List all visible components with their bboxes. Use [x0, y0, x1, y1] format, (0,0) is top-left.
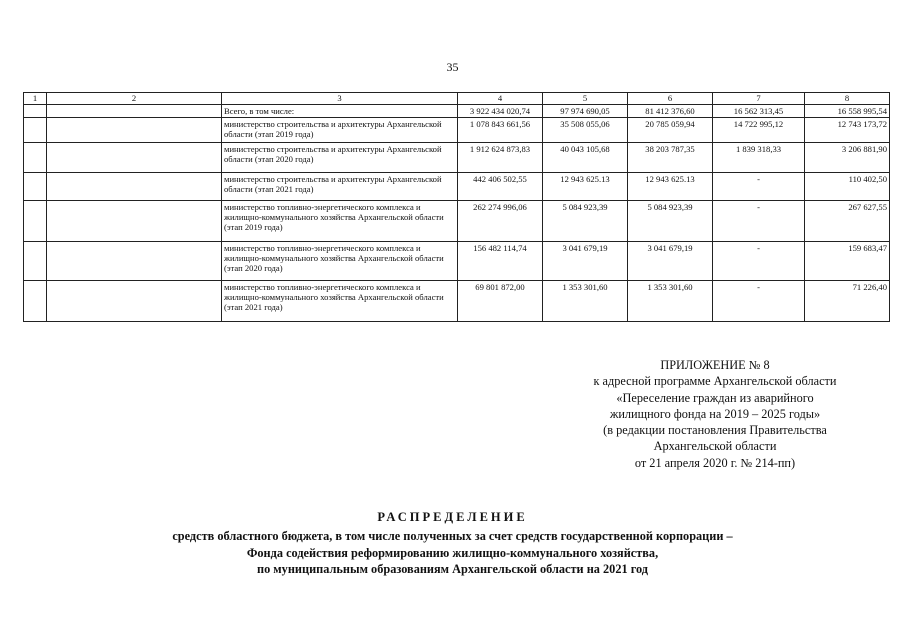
appendix-line: Архангельской области	[653, 439, 777, 454]
distribution-line: средств областного бюджета, в том числе полученных за счет средств государственной корпорации –	[172, 529, 733, 543]
column-header: 1	[24, 93, 47, 105]
value-cell: 3 041 679,19	[543, 242, 628, 281]
value-cell: -	[713, 281, 805, 322]
table-row	[24, 173, 890, 201]
value-cell: 3 041 679,19	[628, 242, 713, 281]
column-header: 8	[805, 93, 890, 105]
row-name-cell: Всего, в том числе:	[222, 105, 458, 118]
appendix-title: ПРИЛОЖЕНИЕ № 8	[660, 358, 770, 372]
row-name-cell: министерство топливно-энергетического комплекса и жилищно-коммунального хозяйства Архангельской области (этап 2020 года)	[222, 242, 458, 281]
value-cell: -	[713, 242, 805, 281]
value-cell: 14 722 995,12	[713, 118, 805, 143]
appendix-line: от 21 апреля 2020 г. № 214-пп)	[634, 455, 796, 470]
value-cell: 1 839 318,33	[713, 143, 805, 173]
value-cell: -	[713, 173, 805, 201]
budget-table	[23, 92, 890, 322]
value-cell: 97 974 690,05	[543, 105, 628, 118]
value-cell: 35 508 055,06	[543, 118, 628, 143]
value-cell: 1 078 843 661,56	[458, 118, 543, 143]
table-cell	[24, 105, 47, 118]
value-cell: 16 558 995,54	[805, 105, 890, 118]
row-name-cell: министерство строительства и архитектуры Архангельской области (этап 2021 года)	[222, 173, 458, 201]
value-cell: 16 562 313,45	[713, 105, 805, 118]
table-cell	[24, 143, 47, 173]
value-cell: 1 912 624 873,83	[458, 143, 543, 173]
distribution-subtitle	[0, 528, 905, 578]
appendix-line: жилищного фонда на 2019 – 2025 годы»	[609, 406, 821, 421]
value-cell: 262 274 996,06	[458, 201, 543, 242]
table-cell	[24, 242, 47, 281]
column-header: 6	[628, 93, 713, 105]
value-cell: 1 353 301,60	[543, 281, 628, 322]
row-name-cell: министерство топливно-энергетического комплекса и жилищно-коммунального хозяйства Архангельской области (этап 2021 года)	[222, 281, 458, 322]
table-cell	[47, 281, 222, 322]
row-name-cell: министерство строительства и архитектуры Архангельской области (этап 2019 года)	[222, 118, 458, 143]
value-cell: 442 406 502,55	[458, 173, 543, 201]
value-cell: 71 226,40	[805, 281, 890, 322]
appendix-line: к адресной программе Архангельской области	[593, 374, 837, 389]
value-cell: 20 785 059,94	[628, 118, 713, 143]
column-header: 7	[713, 93, 805, 105]
table-cell	[47, 105, 222, 118]
value-cell: 40 043 105,68	[543, 143, 628, 173]
value-cell: 110 402,50	[805, 173, 890, 201]
table-row	[24, 143, 890, 173]
value-cell: 12 943 625.13	[543, 173, 628, 201]
value-cell: 1 353 301,60	[628, 281, 713, 322]
appendix-line: (в редакции постановления Правительства	[603, 423, 827, 438]
table-row-total	[24, 105, 890, 118]
row-name-cell: министерство топливно-энергетического комплекса и жилищно-коммунального хозяйства Архангельской области (этап 2019 года)	[222, 201, 458, 242]
table-row	[24, 201, 890, 242]
table-row	[24, 281, 890, 322]
column-header: 3	[222, 93, 458, 105]
value-cell: 159 683,47	[805, 242, 890, 281]
table-cell	[47, 173, 222, 201]
appendix-header	[540, 357, 890, 471]
value-cell: 38 203 787,35	[628, 143, 713, 173]
table-row	[24, 242, 890, 281]
column-header: 5	[543, 93, 628, 105]
value-cell: 81 412 376,60	[628, 105, 713, 118]
value-cell: 267 627,55	[805, 201, 890, 242]
table-cell	[47, 242, 222, 281]
distribution-title: РАСПРЕДЕЛЕНИЕ	[377, 510, 528, 524]
column-header: 4	[458, 93, 543, 105]
value-cell: 12 743 173,72	[805, 118, 890, 143]
value-cell: 5 084 923,39	[628, 201, 713, 242]
table-cell	[47, 143, 222, 173]
value-cell: 3 206 881,90	[805, 143, 890, 173]
appendix-line: «Переселение граждан из аварийного	[616, 390, 814, 405]
value-cell: 5 084 923,39	[543, 201, 628, 242]
table-cell	[47, 201, 222, 242]
column-header: 2	[47, 93, 222, 105]
distribution-line: Фонда содействия реформированию жилищно-коммунального хозяйства,	[246, 545, 659, 560]
distribution-line: по муниципальным образованиям Архангельской области на 2021 год	[257, 562, 648, 576]
table-cell	[24, 118, 47, 143]
value-cell: 3 922 434 020,74	[458, 105, 543, 118]
value-cell: 156 482 114,74	[458, 242, 543, 281]
row-name-cell: министерство строительства и архитектуры Архангельской области (этап 2020 года)	[222, 143, 458, 173]
table-cell	[24, 201, 47, 242]
value-cell: 12 943 625.13	[628, 173, 713, 201]
table-row	[24, 118, 890, 143]
table-header-row	[24, 93, 890, 105]
table-cell	[47, 118, 222, 143]
table-cell	[24, 173, 47, 201]
value-cell: -	[713, 201, 805, 242]
value-cell: 69 801 872,00	[458, 281, 543, 322]
page-number: 35	[446, 60, 459, 74]
table-cell	[24, 281, 47, 322]
